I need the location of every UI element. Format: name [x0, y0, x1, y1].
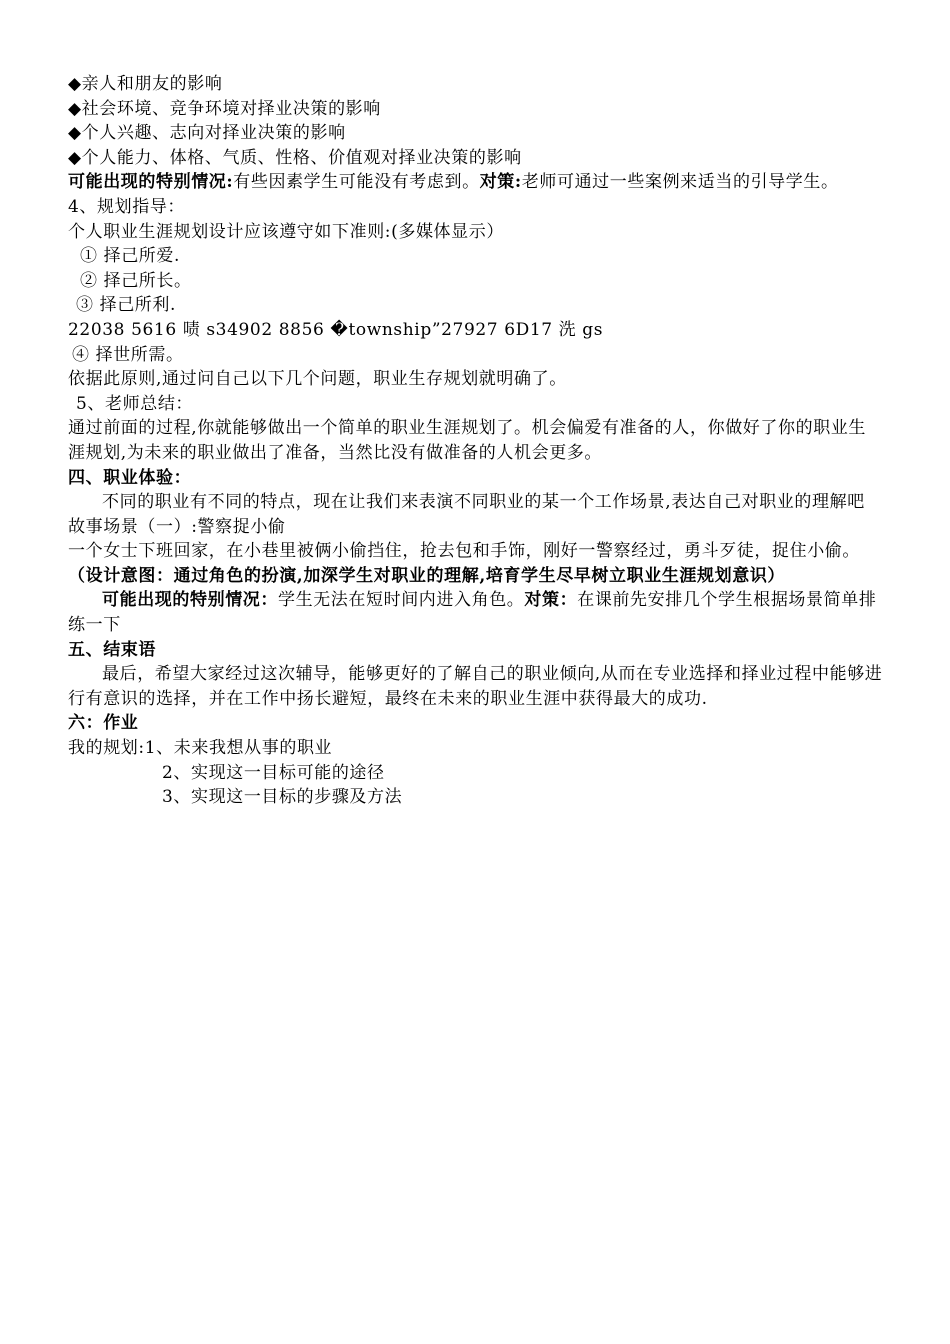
section-heading-closing: 五、结束语 [68, 639, 156, 660]
special-situation-label: 可能出现的特别情况: [68, 172, 234, 193]
homework-item: 我的规划:1、未来我想从事的职业 [68, 738, 333, 759]
section-heading-experience: 四、职业体验： [68, 467, 192, 488]
homework-item: 3、实现这一目标的步骤及方法 [162, 787, 403, 808]
summary-paragraph: 通过前面的过程,你就能够做出一个简单的职业生涯规划了。机会偏爱有准备的人，你做好了你的职业生涯规划,为未来的职业做出了准备，当然比没有做准备的人机会更多。 [68, 418, 867, 463]
experience-intro: 不同的职业有不同的特点，现在让我们来表演不同职业的某一个工作场景,表达自己对职业的理解吧 [102, 492, 865, 513]
section-heading-planning: 4、规划指导： [68, 196, 186, 217]
strategy-label: 对策: [479, 172, 522, 193]
document-page [68, 72, 883, 810]
scene-title: 故事场景（一）:警察捉小偷 [68, 516, 286, 537]
rule-item: ④ 择世所需。 [72, 344, 184, 365]
rule-item: ③ 择己所利. [76, 295, 177, 316]
special-situation-label: 可能出现的特别情况： [102, 590, 278, 611]
garbled-text-line: 22038 5616 啧 s34902 8856 �township”27927 6D17 洗 gs [68, 319, 604, 340]
planning-conclusion: 依据此原则,通过问自己以下几个问题，职业生存规划就明确了。 [68, 369, 567, 390]
strategy-text: 在课前先安排几个学生根据场景简单排练一下 [68, 590, 877, 636]
factor-item: ◆亲人和朋友的影响 [68, 74, 223, 94]
scene-description: 一个女士下班回家，在小巷里被俩小偷挡住，抢去包和手饰，刚好一警察经过，勇斗歹徒，捉住小偷。 [68, 541, 860, 562]
factor-item: ◆个人能力、体格、气质、性格、价值观对择业决策的影响 [68, 147, 522, 168]
section-heading-homework: 六：作业 [68, 713, 139, 734]
factor-item: ◆社会环境、竞争环境对择业决策的影响 [68, 98, 381, 119]
strategy-label: 对策： [524, 590, 578, 611]
rule-item: ① 择己所爱. [80, 246, 181, 267]
special-situation-text: 学生无法在短时间内进入角色。 [278, 590, 525, 611]
strategy-text: 老师可通过一些案例来适当的引导学生。 [521, 172, 839, 193]
homework-item: 2、实现这一目标可能的途径 [162, 762, 385, 783]
section-heading-summary: 5、老师总结： [76, 393, 194, 414]
planning-intro: 个人职业生涯规划设计应该遵守如下准则:(多媒体显示） [68, 221, 504, 242]
design-intent: （设计意图：通过角色的扮演,加深学生对职业的理解,培育学生尽早树立职业生涯规划意识） [68, 565, 786, 586]
closing-paragraph: 最后，希望大家经过这次辅导，能够更好的了解自己的职业倾向,从而在专业选择和择业过程中能够进行有意识的选择，并在工作中扬长避短，最终在未来的职业生涯中获得最大的成功. [68, 664, 883, 709]
rule-item: ② 择己所长。 [80, 270, 192, 291]
special-situation-text: 有些因素学生可能没有考虑到。 [233, 172, 480, 193]
experience-special-situation [68, 588, 883, 637]
special-situation-paragraph [68, 170, 883, 195]
factor-item: ◆个人兴趣、志向对择业决策的影响 [68, 123, 346, 144]
